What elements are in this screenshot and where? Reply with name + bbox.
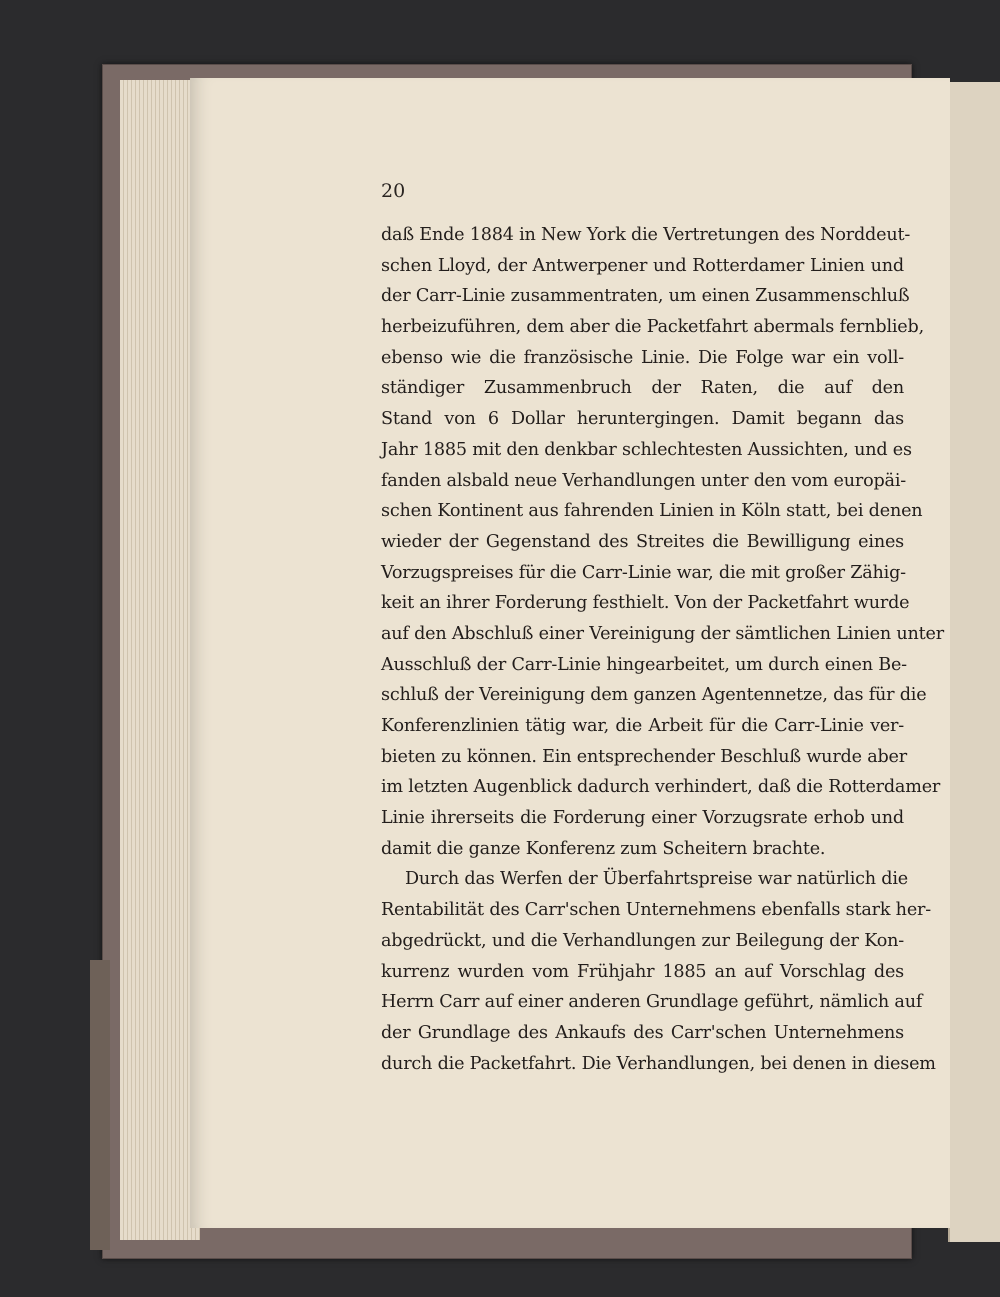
text-line: der Carr-Linie zusammentraten, um einen Zusammenschluß	[381, 286, 910, 307]
text-line: Rentabilität des Carr'schen Unternehmens ebenfalls stark her-	[381, 900, 931, 921]
text-line: wieder der Gegenstand des Streites die Bewilligung eines	[381, 531, 904, 552]
text-line: schluß der Vereinigung dem ganzen Agentennetze, das für die	[381, 685, 927, 706]
text-line: ebenso wie die französische Linie. Die Folge war ein voll-	[381, 347, 904, 368]
text-line: schen Kontinent aus fahrenden Linien in Köln statt, bei denen	[381, 501, 923, 522]
text-line: durch die Packetfahrt. Die Verhandlungen, bei denen in diesem	[381, 1053, 936, 1074]
text-line: herbeizuführen, dem aber die Packetfahrt abermals fernblieb,	[381, 317, 924, 338]
text-line: ständiger Zusammenbruch der Raten, die auf den	[381, 378, 904, 399]
text-line: Ausschluß der Carr-Linie hingearbeitet, um durch einen Be-	[381, 654, 907, 675]
text-line: Konferenzlinien tätig war, die Arbeit für die Carr-Linie ver-	[381, 716, 904, 736]
text-line: daß Ende 1884 in New York die Vertretungen des Norddeut-	[381, 225, 911, 245]
text-line: kurrenz wurden vom Frühjahr 1885 an auf Vorschlag des	[381, 961, 904, 982]
page-block-edges	[120, 80, 200, 1240]
text-line: im letzten Augenblick dadurch verhindert, daß die Rotterdamer	[381, 777, 941, 798]
text-line: keit an ihrer Forderung festhielt. Von der Packetfahrt wurde	[381, 593, 910, 614]
text-line: Vorzugspreises für die Carr-Linie war, die mit großer Zähig-	[381, 562, 906, 583]
book-spine-edge	[90, 960, 110, 1250]
text-line: Stand von 6 Dollar heruntergingen. Damit begann das	[381, 409, 904, 430]
text-line: Linie ihrerseits die Forderung einer Vorzugsrate erhob und	[381, 808, 904, 829]
text-line: damit die ganze Konferenz zum Scheitern brachte.	[381, 838, 826, 859]
page-number: 20	[381, 180, 406, 202]
text-line: Jahr 1885 mit den denkbar schlechtesten Aussichten, und es	[381, 439, 912, 460]
text-line: Herrn Carr auf einer anderen Grundlage geführt, nämlich auf	[381, 992, 923, 1013]
text-line: fanden alsbald neue Verhandlungen unter den vom europäi-	[381, 470, 907, 491]
facing-page-edge	[948, 82, 1000, 1242]
text-line: auf den Abschluß einer Vereinigung der sämtlichen Linien unter	[381, 623, 944, 644]
text-line: schen Lloyd, der Antwerpener und Rotterdamer Linien und	[381, 255, 904, 276]
text-line: Durch das Werfen der Überfahrtspreise war natürlich die	[405, 869, 909, 890]
body-text	[381, 220, 944, 1079]
text-line: der Grundlage des Ankaufs des Carr'schen Unternehmens	[381, 1022, 904, 1043]
text-line: abgedrückt, und die Verhandlungen zur Beilegung der Kon-	[381, 930, 904, 951]
text-line: bieten zu können. Ein entsprechender Beschluß wurde aber	[381, 746, 907, 767]
